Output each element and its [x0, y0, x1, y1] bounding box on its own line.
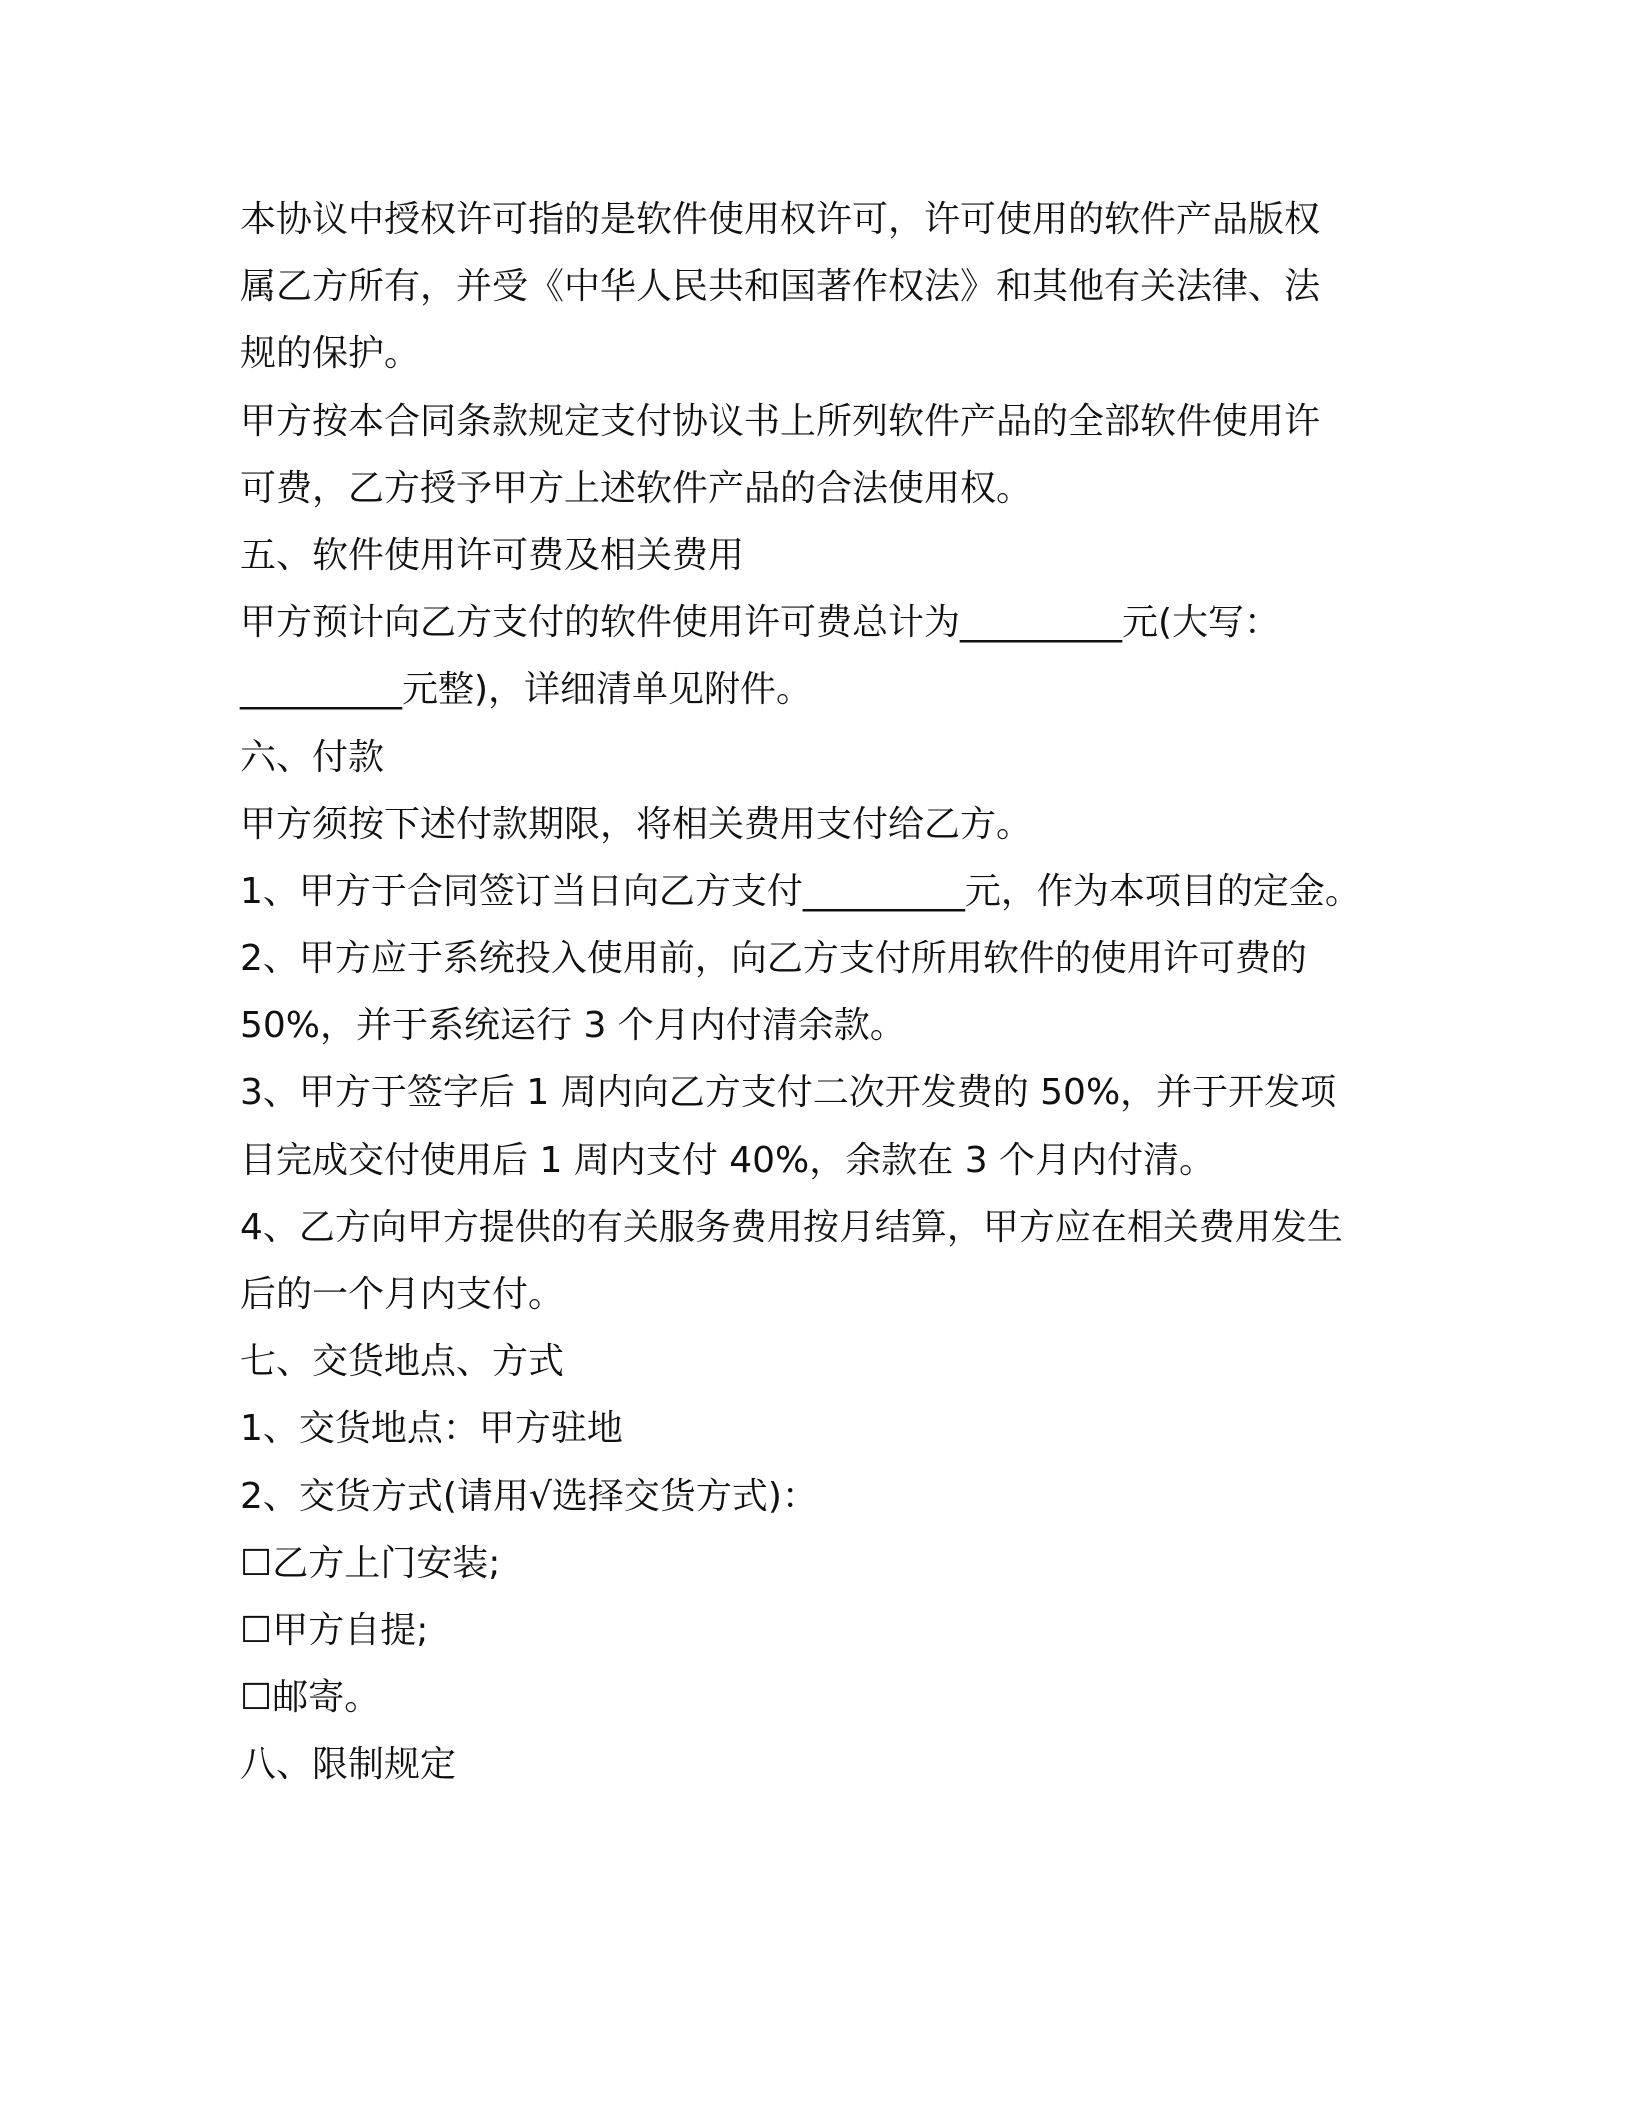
section-heading: 七、交货地点、方式 [240, 1341, 565, 1383]
checkbox-option: ☐邮寄。 [240, 1677, 381, 1719]
text-line: 甲方须按下述付款期限，将相关费用支付给乙方。 [240, 803, 1033, 845]
list-item: 4、乙方向甲方提供的有关服务费用按月结算，甲方应在相关费用发生 [240, 1206, 1343, 1248]
text-line: 后的一个月内支付。 [240, 1274, 565, 1315]
section-heading: 六、付款 [240, 736, 385, 778]
text-line: 属乙方所有，并受《中华人民共和国著作权法》和其他有关法律、法 [240, 266, 1321, 308]
list-item: 1、甲方于合同签订当日向乙方支付_________元，作为本项目的定金。 [240, 870, 1361, 912]
list-item: 1、交货地点：甲方驻地 [240, 1408, 623, 1450]
text-line: 规的保护。 [240, 333, 421, 375]
text-line: 可费，乙方授予甲方上述软件产品的合法使用权。 [240, 467, 1033, 509]
section-heading: 五、软件使用许可费及相关费用 [240, 534, 745, 576]
text-line: 甲方预计向乙方支付的软件使用许可费总计为_________元(大写： [240, 602, 1281, 644]
text-line: 本协议中授权许可指的是软件使用权许可，许可使用的软件产品版权 [240, 199, 1321, 240]
list-item: 3、甲方于签字后 1 周内向乙方支付二次开发费的 50%，并于开发项 [240, 1072, 1337, 1114]
section-heading: 八、限制规定 [240, 1744, 457, 1786]
text-line: 目完成交付使用后 1 周内支付 40%，余款在 3 个月内付清。 [240, 1139, 1216, 1181]
text-line: _________元整)，详细清单见附件。 [240, 669, 813, 711]
checkbox-option: ☐乙方上门安装; [240, 1542, 501, 1584]
text-line: 50%，并于系统运行 3 个月内付清余款。 [240, 1005, 906, 1047]
text-line: 甲方按本合同条款规定支付协议书上所列软件产品的全部软件使用许 [240, 400, 1321, 442]
document-body [240, 186, 1440, 1799]
checkbox-option: ☐甲方自提; [240, 1609, 429, 1651]
list-item: 2、甲方应于系统投入使用前，向乙方支付所用软件的使用许可费的 [240, 938, 1307, 980]
list-item: 2、交货方式(请用√选择交货方式)： [240, 1475, 818, 1517]
